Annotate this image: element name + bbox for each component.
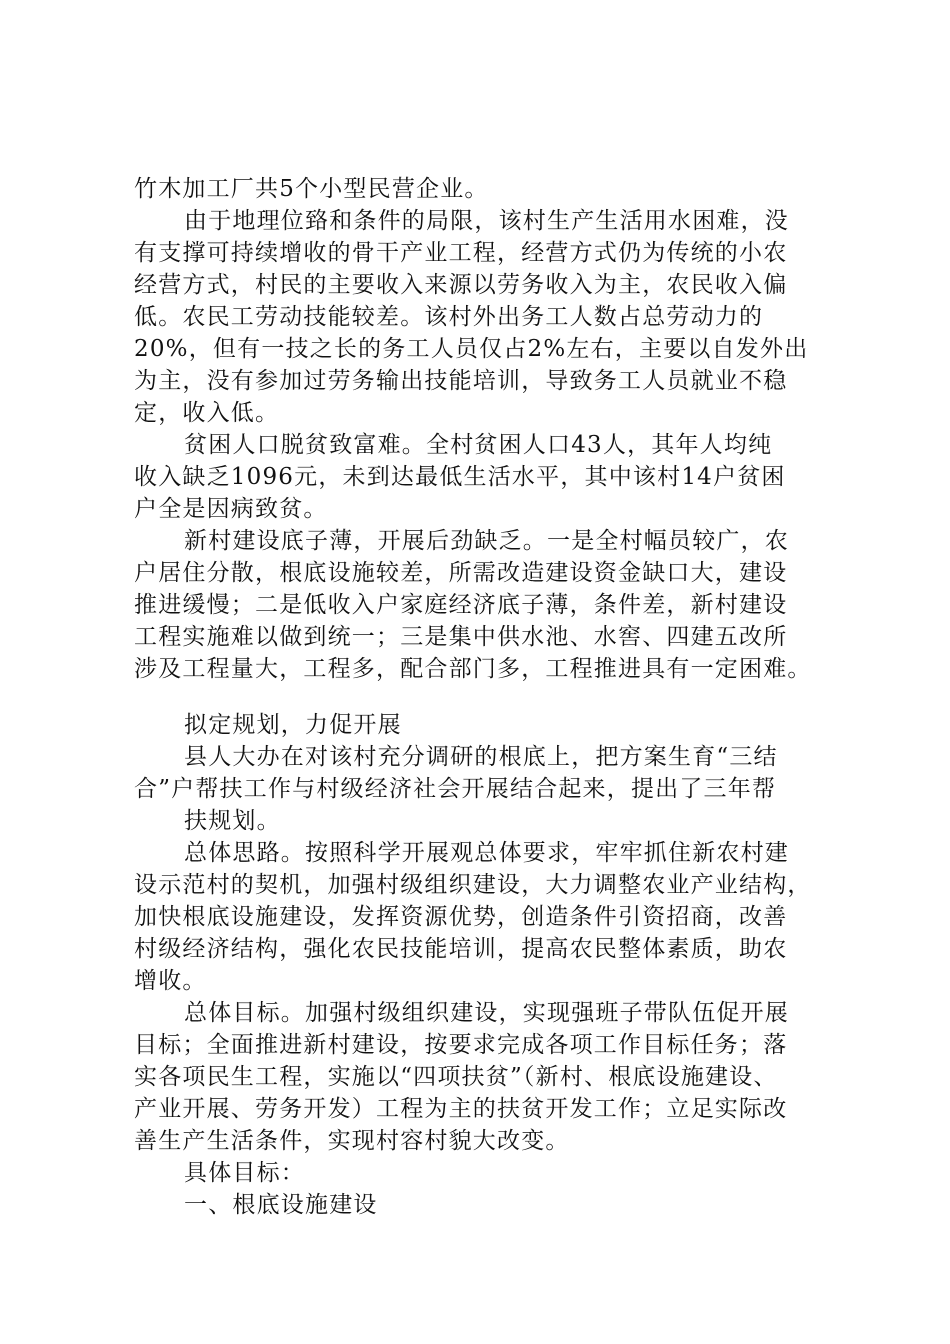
- paragraph-line: 总体思路。按照科学开展观总体要求，牢牢抓住新农村建: [184, 840, 789, 866]
- paragraph-line: 产业开展、劳务开发）工程为主的扶贫开发工作；立足实际改: [134, 1096, 788, 1122]
- section-heading: 一、根底设施建设: [184, 1192, 378, 1218]
- paragraph-line: 工程实施难以做到统一；三是集中供水池、水窖、四建五改所: [134, 624, 788, 650]
- paragraph-line: 竹木加工厂共5个小型民营企业。: [134, 176, 489, 202]
- paragraph-line: 户居住分散，根底设施较差，所需改造建设资金缺口大，建设: [134, 560, 788, 586]
- paragraph-line: 有支撑可持续增收的骨干产业工程，经营方式仍为传统的小农: [134, 240, 788, 266]
- paragraph-line: 20%，但有一技之长的务工人员仅占2%左右，主要以自发外出: [134, 336, 809, 362]
- paragraph-line: 低。农民工劳动技能较差。该村外出务工人数占总劳动力的: [134, 304, 764, 330]
- paragraph-line: 收入缺乏1096元，未到达最低生活水平，其中该村14户贫困: [134, 464, 786, 490]
- paragraph-line: 合”户帮扶工作与村级经济社会开展结合起来，提出了三年帮: [134, 776, 777, 802]
- paragraph-line: 设示范村的契机，加强村级组织建设，大力调整农业产业结构，: [134, 872, 812, 898]
- section-heading: 拟定规划，力促开展: [184, 712, 402, 738]
- paragraph-line: 目标；全面推进新村建设，按要求完成各项工作目标任务；落: [134, 1032, 788, 1058]
- paragraph-line: 实各项民生工程，实施以“四项扶贫”（新村、根底设施建设、: [134, 1064, 778, 1090]
- paragraph-line: 扶规划。: [184, 808, 281, 834]
- paragraph-line: 县人大办在对该村充分调研的根底上，把方案生育“三结: [184, 744, 778, 770]
- paragraph-line: 经营方式，村民的主要收入来源以劳务收入为主，农民收入偏: [134, 272, 788, 298]
- paragraph-line: 推进缓慢；二是低收入户家庭经济底子薄，条件差，新村建设: [134, 592, 788, 618]
- paragraph-line: 善生产生活条件，实现村容村貌大改变。: [134, 1128, 570, 1154]
- paragraph-line: 具体目标：: [184, 1160, 305, 1186]
- paragraph-line: 总体目标。加强村级组织建设，实现强班子带队伍促开展: [184, 1000, 789, 1026]
- paragraph-line: 由于地理位臵和条件的局限，该村生产生活用水困难，没: [184, 208, 789, 234]
- paragraph-line: 贫困人口脱贫致富难。全村贫困人口43人，其年人均纯: [184, 432, 773, 458]
- paragraph-line: 加快根底设施建设，发挥资源优势，创造条件引资招商，改善: [134, 904, 788, 930]
- paragraph-line: 为主，没有参加过劳务输出技能培训，导致务工人员就业不稳: [134, 368, 788, 394]
- paragraph-line: 村级经济结构，强化农民技能培训，提高农民整体素质，助农: [134, 936, 788, 962]
- paragraph-line: 定，收入低。: [134, 400, 280, 426]
- paragraph-line: 新村建设底子薄，开展后劲缺乏。一是全村幅员较广，农: [184, 528, 789, 554]
- paragraph-line: 增收。: [134, 968, 207, 994]
- paragraph-line: 涉及工程量大，工程多，配合部门多，工程推进具有一定困难。: [134, 656, 812, 682]
- paragraph-line: 户全是因病致贫。: [134, 496, 328, 522]
